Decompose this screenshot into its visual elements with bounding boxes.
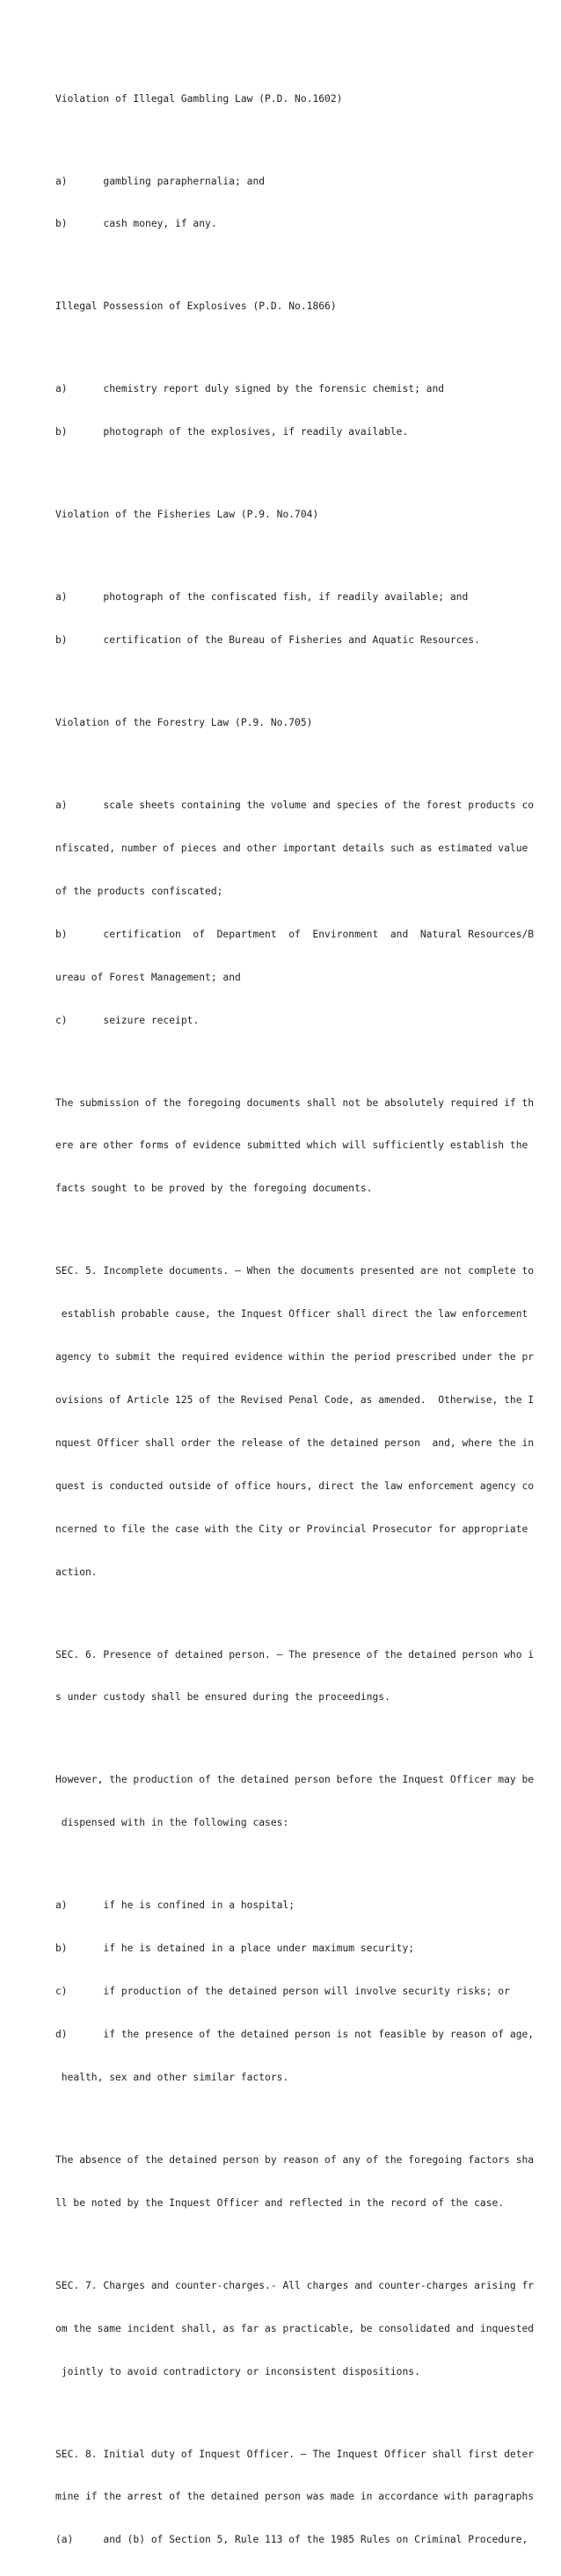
text-line: Violation of the Forestry Law (P.9. No.705) [55,717,313,729]
text-line: ovisions of Article 125 of the Revised Penal Code, as amended. Otherwise, the I [55,1394,535,1407]
text-line: SEC. 7. Charges and counter-charges.- All charges and counter-charges arising fr [55,2279,535,2291]
list-item: b) if he is detained in a place under maximum security; [55,1943,415,1955]
list-item: a) scale sheets containing the volume and species of the forest products co [55,800,535,812]
heading-forestry-law [55,688,508,759]
list-item: a) gambling paraphernalia; and [55,175,266,187]
heading-explosives [55,271,508,343]
text-line: of the products confiscated; [55,885,223,897]
list-explosives-requirements [55,354,508,468]
text-line: Illegal Possession of Explosives (P.D. No.1866) [55,300,337,313]
text-line: The submission of the foregoing documents shall not be absolutely required if th [55,1096,535,1109]
text-line: mine if the arrest of the detained person was made in accordance with paragraphs [55,2491,535,2503]
text-line: SEC. 6. Presence of detained person. – The presence of the detained person who i [55,1648,535,1661]
section-8-initial-duty [55,2419,535,2576]
text-line: jointly to avoid contradictory or inconsistent dispositions. [55,2365,420,2377]
list-item: b) certification of Department of Environment and Natural Resources/B [55,928,535,940]
list-item: a) chemistry report duly signed by the forensic chemist; and [55,383,445,395]
list-dispensed-cases [55,1870,535,2114]
paragraph-submission [55,1067,535,1225]
heading-gambling-law [55,63,508,134]
text-line: quest is conducted outside of office hours, direct the law enforcement agency co [55,1480,535,1492]
text-line: SEC. 8. Initial duty of Inquest Officer. – The Inquest Officer shall first deter [55,2448,535,2460]
text-line: health, sex and other similar factors. [55,2071,289,2083]
text-line: dispensed with in the following cases: [55,1817,289,1829]
text-line: (a) and (b) of Section 5, Rule 113 of the 1985 Rules on Criminal Procedure, [55,2534,528,2546]
list-item: a) if he is confined in a hospital; [55,1899,295,1912]
text-line: agency to submit the required evidence within the period prescribed under the pr [55,1351,535,1364]
text-line: ere are other forms of evidence submitted which will sufficiently establish the [55,1140,528,1152]
list-forestry-requirements [55,771,535,1057]
text-line: However, the production of the detained person before the Inquest Officer may be [55,1774,535,1786]
text-line: The absence of the detained person by reason of any of the foregoing factors sha [55,2153,535,2166]
paragraph-absence [55,2124,535,2239]
text-line: nfiscated, number of pieces and other important details such as estimated value [55,843,528,855]
text-line: om the same incident shall, as far as practicable, be consolidated and inquested [55,2322,535,2334]
text-line: ncerned to file the case with the City or Provincial Prosecutor for appropriate [55,1523,528,1535]
text-line: nquest Officer shall order the release of the detained person and, where the in [55,1436,535,1449]
list-item: d) if the presence of the detained person is not feasible by reason of age, [55,2029,535,2040]
text-line: s under custody shall be ensured during the proceedings. [55,1691,390,1704]
section-6-presence [55,1619,535,1733]
text-line: ll be noted by the Inquest Officer and reflected in the record of the case. [55,2196,505,2209]
list-gambling-requirements [55,146,508,260]
list-fisheries-requirements [55,562,508,677]
text-line: SEC. 5. Incomplete documents. – When the documents presented are not complete to [55,1265,535,1277]
list-item: c) seizure receipt. [55,1014,200,1026]
text-line: Violation of Illegal Gambling Law (P.D. No.1602) [55,92,343,105]
text-line: establish probable cause, the Inquest Officer shall direct the law enforcement [55,1308,528,1321]
list-item: b) cash money, if any. [55,218,217,230]
paragraph-production-dispensed [55,1745,535,1859]
text-line: ureau of Forest Management; and [55,971,241,983]
list-item: b) certification of the Bureau of Fisheries and Aquatic Resources. [55,634,480,647]
text-line: facts sought to be proved by the foregoing documents. [55,1183,373,1195]
section-5-incomplete-documents [55,1236,535,1609]
text-line: action. [55,1566,98,1578]
list-item: a) photograph of the confiscated fish, if readily available; and [55,591,469,604]
section-7-charges [55,2250,535,2407]
heading-fisheries-law [55,480,508,551]
text-line: Violation of the Fisheries Law (P.9. No.704) [55,509,319,521]
list-item: c) if production of the detained person will involve security risks; or [55,1986,510,1998]
list-item: b) photograph of the explosives, if readily available. [55,426,409,438]
